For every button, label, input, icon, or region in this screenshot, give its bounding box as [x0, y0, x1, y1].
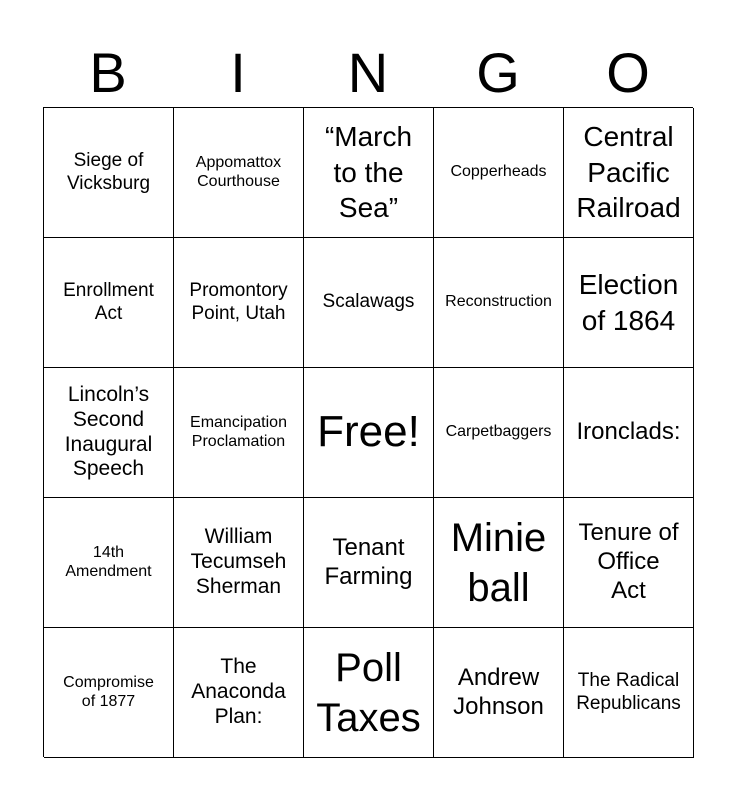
bingo-cell[interactable]: Andrew Johnson [434, 628, 564, 758]
bingo-cell[interactable]: Central Pacific Railroad [564, 108, 694, 238]
bingo-cell[interactable]: Promontory Point, Utah [174, 238, 304, 368]
bingo-cell[interactable]: Election of 1864 [564, 238, 694, 368]
bingo-cell[interactable]: Tenant Farming [304, 498, 434, 628]
bingo-cell[interactable]: Lincoln’s Second Inaugural Speech [44, 368, 174, 498]
bingo-cell[interactable]: Copperheads [434, 108, 564, 238]
bingo-cell[interactable]: Siege of Vicksburg [44, 108, 174, 238]
header-letter-i: I [230, 41, 246, 104]
bingo-cell[interactable]: Enrollment Act [44, 238, 174, 368]
bingo-cell[interactable]: Poll Taxes [304, 628, 434, 758]
bingo-header [43, 40, 693, 106]
header-letter-b: B [89, 41, 127, 104]
bingo-board [43, 107, 693, 757]
bingo-cell[interactable]: Reconstruction [434, 238, 564, 368]
bingo-cell[interactable]: The Radical Republicans [564, 628, 694, 758]
bingo-cell[interactable]: Minie ball [434, 498, 564, 628]
bingo-cell[interactable]: Compromise of 1877 [44, 628, 174, 758]
bingo-cell[interactable]: 14th Amendment [44, 498, 174, 628]
bingo-cell[interactable]: William Tecumseh Sherman [174, 498, 304, 628]
free-space[interactable]: Free! [304, 368, 434, 498]
bingo-cell[interactable]: Carpetbaggers [434, 368, 564, 498]
bingo-cell[interactable]: Ironclads: [564, 368, 694, 498]
header-letter-n: N [347, 41, 389, 104]
bingo-cell[interactable]: The Anaconda Plan: [174, 628, 304, 758]
bingo-cell[interactable]: Emancipation Proclamation [174, 368, 304, 498]
bingo-cell[interactable]: Scalawags [304, 238, 434, 368]
header-letter-g: G [476, 41, 520, 104]
header-letter-o: O [606, 41, 650, 104]
bingo-cell[interactable]: “March to the Sea” [304, 108, 434, 238]
bingo-cell[interactable]: Appomattox Courthouse [174, 108, 304, 238]
bingo-cell[interactable]: Tenure of Office Act [564, 498, 694, 628]
